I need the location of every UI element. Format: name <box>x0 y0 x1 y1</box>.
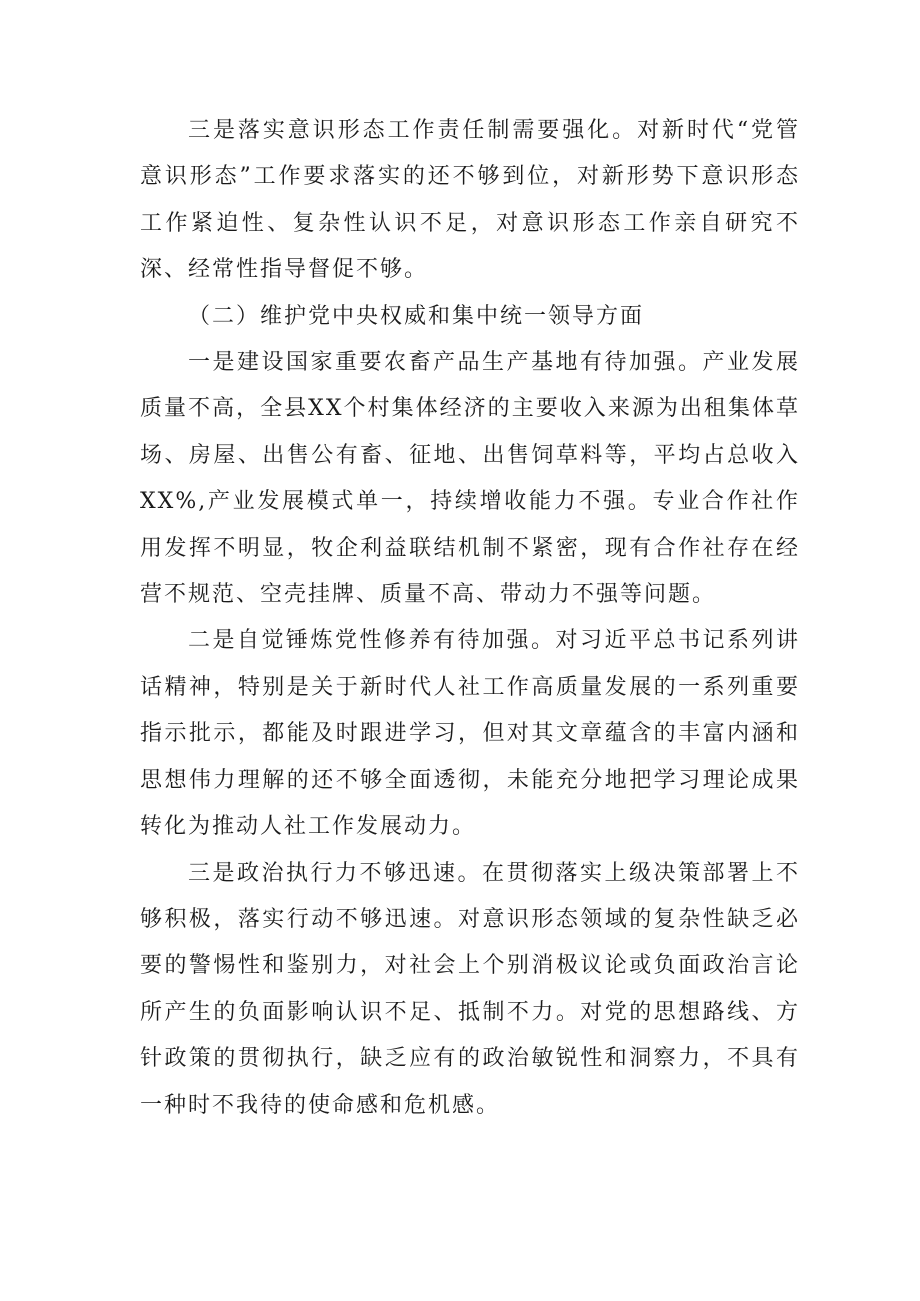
section-heading-2: （二）维护党中央权威和集中统一领导方面 <box>188 303 645 329</box>
document-body <box>140 108 800 1129</box>
paragraph-production-base: 一是建设国家重要农畜产品生产基地有待加强。产业发展质量不高，全县XX个村集体经济的主要收入来源为出租集体草场、房屋、出售公有畜、征地、出售饲草料等，平均占总收入XX%,产业发展模式单一，持续增收能力不强。专业合作社作用发挥不明显，牧企利益联结机制不紧密，现有合作社存在经营不规范、空壳挂牌、质量不高、带动力不强等问题。 <box>140 350 800 608</box>
paragraph-political-execution: 三是政治执行力不够迅速。在贯彻落实上级决策部署上不够积极，落实行动不够迅速。对意识形态领域的复杂性缺乏必要的警惕性和鉴别力，对社会上个别消极议论或负面政治言论所产生的负面影响认识不足、抵制不力。对党的思想路线、方针政策的贯彻执行，缺乏应有的政治敏锐性和洞察力，不具有一种时不我待的使命感和危机感。 <box>140 860 800 1118</box>
paragraph-ideology-responsibility: 三是落实意识形态工作责任制需要强化。对新时代“党管意识形态”工作要求落实的还不够到位，对新形势下意识形态工作紧迫性、复杂性认识不足，对意识形态工作亲自研究不深、经常性指导督促不够。 <box>140 118 800 283</box>
paragraph-party-spirit: 二是自觉锤炼党性修养有待加强。对习近平总书记系列讲话精神，特别是关于新时代人社工作高质量发展的一系列重要指示批示，都能及时跟进学习，但对其文章蕴含的丰富内涵和思想伟力理解的还不够全面透彻，未能充分地把学习理论成果转化为推动人社工作发展动力。 <box>140 628 800 840</box>
